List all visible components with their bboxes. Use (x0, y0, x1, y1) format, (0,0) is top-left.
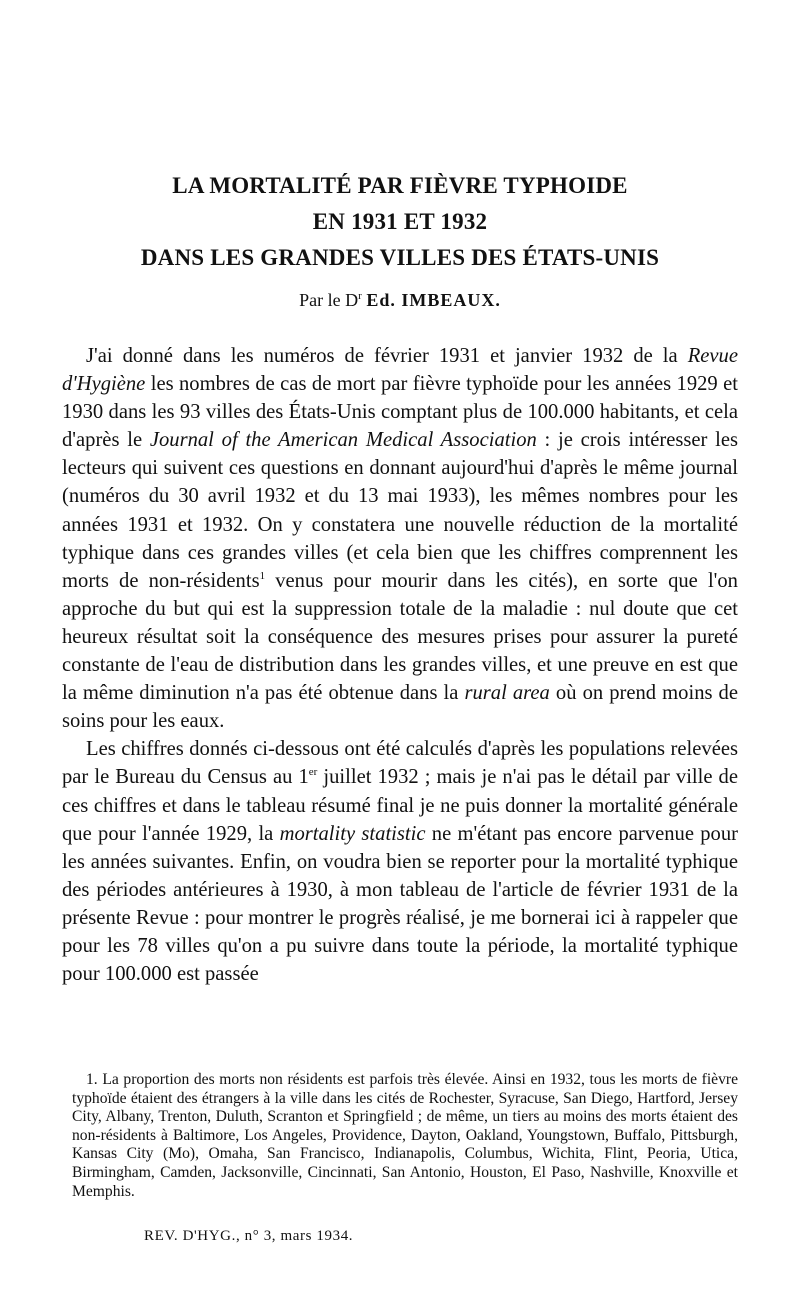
p1-text-e: où on prend moins de soins pour les eaux. (62, 682, 738, 733)
title-line-1: LA MORTALITÉ PAR FIÈVRE TYPHOIDE (172, 173, 628, 198)
p1-journal-title-2: Journal of the American Medical Association (149, 429, 537, 452)
article-title (60, 168, 740, 276)
p1-text-c: : je crois intéresser les lecteurs qui suivent ces questions en donnant aujourd'hui d'après le même journal (numéros du 30 avril 1932 et du 13 mai 1933), les mêmes nombres pour les années 1931 et 1932. On y constatera une nouvelle réduction de la mortalité typhique dans ces grandes villes (et cela bien que les chiffres comprennent les morts de non-résidents (62, 429, 739, 592)
p2-mortality-statistic: mortality statistic (279, 822, 426, 845)
p2-text-b: juillet 1932 ; mais je n'ai pas le détail par ville de ces chiffres et dans le tableau résumé final je ne puis donner la mortalité générale que pour l'année 1929, la (62, 766, 738, 845)
footnote-marker: 1 (259, 569, 266, 582)
paragraph-2 (62, 735, 738, 988)
p2-ordinal-sup: er (308, 766, 318, 779)
p1-rural-area: rural area (464, 682, 550, 705)
footnote (72, 1071, 738, 1201)
title-line-2: EN 1931 ET 1932 (312, 209, 488, 234)
running-footer: REV. D'HYG., n° 3, mars 1934. (144, 1228, 354, 1244)
article-body (62, 342, 738, 988)
title-line-3: DANS LES GRANDES VILLES DES ÉTATS-UNIS (140, 245, 660, 270)
p1-text-a: J'ai donné dans les numéros de février 1931 et janvier 1932 de la (86, 345, 688, 367)
author-name: Ed. IMBEAUX. (366, 290, 501, 310)
byline-title-sup: r (358, 290, 362, 302)
p2-text-c: ne m'étant pas encore parvenue pour les années suivantes. Enfin, on voudra bien se reporter pour la mortalité typhique des périodes antérieures à 1930, à mon tableau de l'article de février 1931 de la présente Revue : pour montrer le progrès réalisé, je me bornerai ici à rappeler que pour les 78 villes qu'on a pu suivre dans toute la période, la mortalité typhique pour 100.000 est passée (62, 822, 739, 986)
author-byline (60, 290, 740, 311)
p1-journal-title-1: Revue d'Hygiène (62, 345, 738, 396)
footnote-text: 1. La proportion des morts non résidents est parfois très élevée. Ainsi en 1932, tous les morts de fièvre typhoïde étaient des étrangers à la ville dans les cités de Rochester, Syracuse, San Diego, Hartford, Jersey City, Albany, Trenton, Duluth, Scranton et Springfield ; de même, un tiers au moins des morts étaient des non-résidents à Baltimore, Los Angeles, Providence, Dayton, Oakland, Youngstown, Buffalo, Pittsburgh, Kansas City (Mo), Omaha, San Francisco, Indianapolis, Columbus, Wichita, Flint, Peoria, Utica, Birmingham, Camden, Jacksonville, Cincinnati, San Antonio, Houston, El Paso, Nashville, Knoxville et Memphis. (72, 1071, 738, 1200)
p2-text-a: Les chiffres donnés ci-dessous ont été calculés d'après les populations relevées par le Bureau du Census au 1 (62, 738, 738, 789)
paragraph-1 (62, 342, 738, 735)
p1-text-b: les nombres de cas de mort par fièvre typhoïde pour les années 1929 et 1930 dans les 93 villes des États-Unis comptant plus de 100.000 habitants, et cela d'après le (62, 373, 738, 452)
byline-prefix: Par le D (299, 290, 359, 310)
p1-text-d: venus pour mourir dans les cités), en sorte que l'on approche du but qui est la suppression totale de la maladie : nul doute que cet heureux résultat soit la conséquence des mesures prises pour assurer la pureté constante de l'eau de distribution dans les grandes villes, et une preuve en est que la même diminution n'a pas été obtenue dans la (62, 569, 738, 705)
